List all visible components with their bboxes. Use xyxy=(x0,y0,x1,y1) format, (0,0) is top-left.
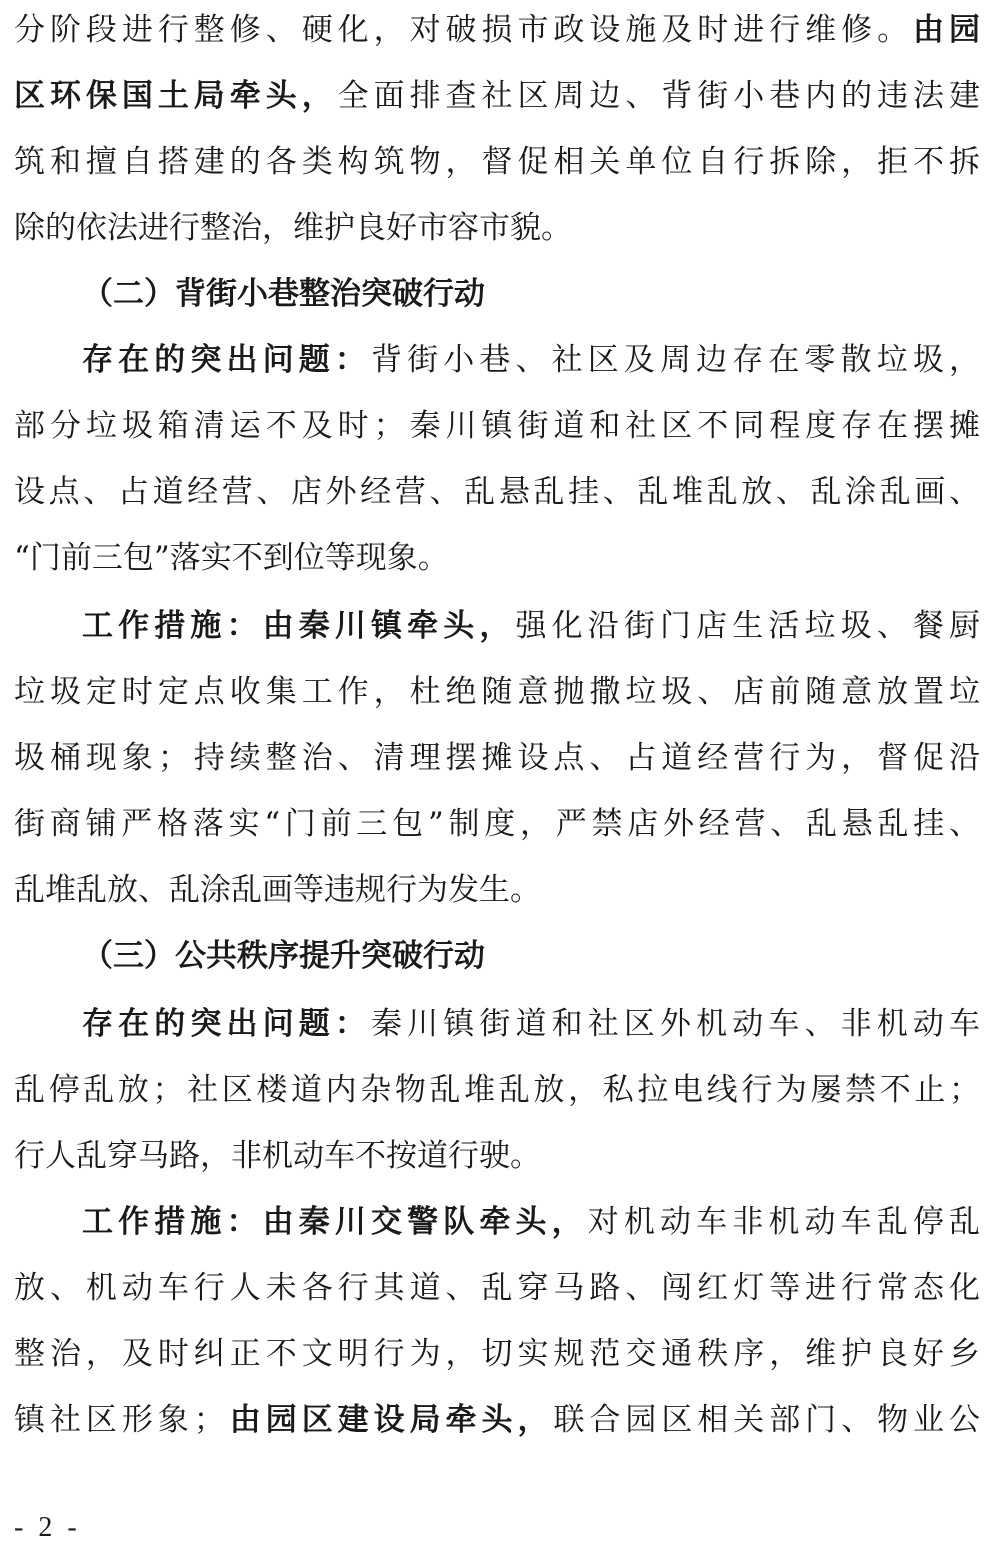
paragraph-line-17: 乱停乱放；社区楼道内杂物乱堆乱放，私拉电线行为屡禁不止； xyxy=(14,1072,980,1108)
paragraph-line-7: 部分垃圾箱清运不及时；秦川镇街道和社区不同程度存在摆摊 xyxy=(14,408,980,444)
paragraph-line-14: 乱堆乱放、乱涂乱画等违规行为发生。 xyxy=(14,872,541,908)
paragraph-line-3: 筑和擅自搭建的各类构筑物，督促相关单位自行拆除，拒不拆 xyxy=(14,144,980,180)
paragraph-line-22: 镇社区形象；由园区建设局牵头，联合园区相关部门、物业公 xyxy=(14,1402,981,1438)
paragraph-line-10: 工作措施：由秦川镇牵头，强化沿街门店生活垃圾、餐厨 xyxy=(82,608,980,644)
paragraph-line-6: 存在的突出问题：背街小巷、社区及周边存在零散垃圾， xyxy=(82,342,980,378)
paragraph-line-12: 圾桶现象；持续整治、清理摆摊设点、占道经营行为，督促沿 xyxy=(14,740,980,776)
paragraph-line-9: “门前三包”落实不到位等现象。 xyxy=(14,540,449,576)
paragraph-line-11: 垃圾定时定点收集工作，杜绝随意抛撒垃圾、店前随意放置垃 xyxy=(14,674,980,710)
paragraph-line-21: 整治，及时纠正不文明行为，切实规范交通秩序，维护良好乡 xyxy=(14,1336,980,1372)
paragraph-line-1: 分阶段进行整修、硬化，对破损市政设施及时进行维修。由园 xyxy=(14,12,981,48)
section-heading-3: （三）公共秩序提升突破行动 xyxy=(82,938,485,974)
page-number: - 2 - xyxy=(14,1512,81,1543)
section-heading-2: （二）背街小巷整治突破行动 xyxy=(82,276,485,312)
paragraph-line-13: 街商铺严格落实“门前三包”制度，严禁店外经营、乱悬乱挂、 xyxy=(14,806,980,842)
paragraph-line-4: 除的依法进行整治，维护良好市容市貌。 xyxy=(14,210,572,246)
paragraph-line-20: 放、机动车行人未各行其道、乱穿马路、闯红灯等进行常态化 xyxy=(14,1270,980,1306)
paragraph-line-18: 行人乱穿马路，非机动车不按道行驶。 xyxy=(14,1138,541,1174)
paragraph-line-16: 存在的突出问题：秦川镇街道和社区外机动车、非机动车 xyxy=(82,1006,980,1042)
paragraph-line-8: 设点、占道经营、店外经营、乱悬乱挂、乱堆乱放、乱涂乱画、 xyxy=(14,474,980,510)
paragraph-line-19: 工作措施：由秦川交警队牵头，对机动车非机动车乱停乱 xyxy=(82,1204,980,1240)
paragraph-line-2: 区环保国土局牵头，全面排查社区周边、背街小巷内的违法建 xyxy=(14,78,981,114)
